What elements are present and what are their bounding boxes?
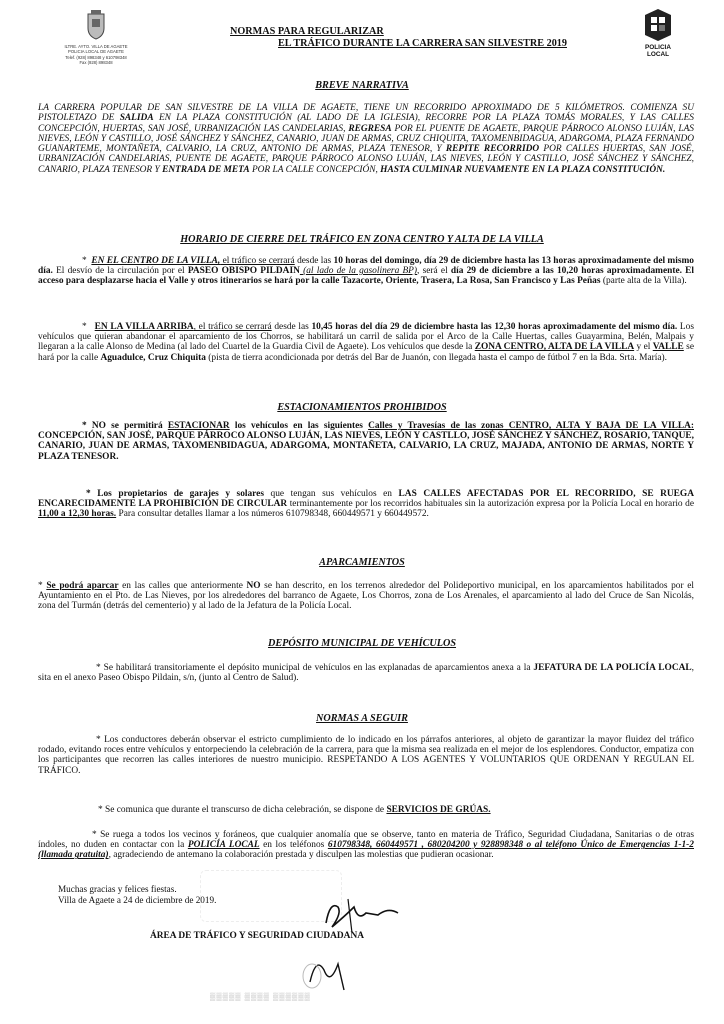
coat-of-arms-icon bbox=[85, 10, 107, 40]
municipality-header bbox=[48, 10, 144, 66]
org-line: Fax (928) 898348 bbox=[79, 60, 113, 66]
estacionamientos-heading: ESTACIONAMIENTOS PROHIBIDOS bbox=[277, 402, 447, 413]
title-line-1: NORMAS PARA REGULARIZAR bbox=[230, 26, 384, 37]
breve-paragraph: LA CARRERA POPULAR DE SAN SILVESTRE DE LA VILLA DE AGAETE, TIENE UN RECORRIDO APROXIMADO DE 5 KILÓMETROS. COMIENZA SU PISTOLETAZO DE SALIDA EN LA PLAZA CONSTITUCIÓN (AL LADO DE LA IGLESIA), RECORRE POR LA PLAZA TOMÁS MORALES, Y LAS CALLES CONCEPCIÓN, HUERTAS, SAN JOSÉ, URBANIZACIÓN LAS CANDELARIAS, REGRESA POR EL PUENTE DE AGAETE, PARQUE PÁRROCO ALONSO LUJÁN, LAS NIEVES, LEÓN Y CASTILLO, JOSÉ SÁNCHEZ Y SÁNCHEZ, CANARIO, JUAN DE ARMAS, CRUZ CHIQUITA, TAXOMENBIDAGUA, ADARGOMA, PLAZA FERNANDO GUANARTEME, MONTAÑETA, CALVARIO, LA CRUZ, ANTONIO DE ARMAS, PLAZA TENESOR, Y REPITE RECORRIDO POR CALLES HUERTAS, SAN JOSÉ, URBANIZACIÓN CANDELARIAS, PUENTE DE AGAETE, PARQUE PÁRROCO ALONSO LUJÁN, LAS NIEVES, LEÓN Y CASTILLO, JOSÉ SÁNCHEZ Y SÁNCHEZ, CANARIO, PLAZA TENESOR Y ENTRADA DE META POR LA CALLE CONCEPCIÓN, HASTA CULMINAR NUEVAMENTE EN LA PLAZA CONSTITUCIÓN. bbox=[38, 103, 694, 175]
closing-date: Villa de Agaete a 24 de diciembre de 2019. bbox=[58, 895, 217, 905]
deposito-heading: DEPÓSITO MUNICIPAL DE VEHÍCULOS bbox=[267, 638, 457, 649]
horario-heading: HORARIO DE CIERRE DEL TRÁFICO EN ZONA CENTRO Y ALTA DE LA VILLA bbox=[180, 234, 544, 245]
document-title bbox=[230, 26, 610, 50]
faded-footer-stamp: ▒▒▒▒▒ ▒▒▒▒ ▒▒▒▒▒▒ bbox=[210, 992, 311, 1001]
area-signature-title: ÁREA DE TRÁFICO Y SEGURIDAD CIUDADANA bbox=[150, 931, 364, 941]
aparcamientos-heading: APARCAMIENTOS bbox=[319, 557, 405, 568]
estacionamientos-paragraph: * NO se permitirá ESTACIONAR los vehículos en las siguientes Calles y Travesías de las zonas CENTRO, ALTA Y BAJA DE LA VILLA: CONCEPCIÓN, SAN JOSÉ, PARQUE PÁRROCO ALONSO LUJÁN, LAS NIEVES, LEÓN Y CASTLLO, JOSÉ SÁNCHEZ Y SÁNCHEZ, ROSARIO, TANQUE, CANARIO, JUAN DE ARMAS, TAXOMENBIDAGUA, ADARGOMA, MONTAÑETA, CALVARIO, LA CRUZ, MAJADA, ANTONIO DE ARMAS, NORTE Y PLAZA TENESOR. bbox=[38, 421, 694, 462]
police-logo bbox=[630, 8, 686, 58]
propietarios-paragraph: * Los propietarios de garajes y solares que tengan sus vehículos en LAS CALLES AFECTADAS POR EL RECORRIDO, SE RUEGA ENCARECIDAMENTE LA PROHIBICIÓN DE CIRCULAR terminantemente por los recorridos habituales sin la autorización expresa por la Policía Local en horario de 11,00 a 12,30 horas. Para consultar detalles llamar a los números 610798348, 660449571 y 660449572. bbox=[38, 489, 694, 520]
org-line: ILTRE. AYTO. VILLA DE AGAETE bbox=[64, 43, 128, 49]
org-line: POLICIA LOCAL DE AGAETE bbox=[68, 49, 124, 55]
horario-centro-paragraph: * EN EL CENTRO DE LA VILLA, el tráfico se cerrará desde las 10 horas del domingo, día 29 de diciembre hasta las 13 horas aproximadamente del mismo día. El desvío de la circulación por el PASEO OBISPO PILDAIN (al lado de la gasolinera BP), será el día 29 de diciembre a las 10,20 horas aproximadamente. El acceso para desplazarse hacia el Valle y otros itinerarios se hará por la calle Tazacorte, Oriente, Trasera, La Rosa, San Francisco y Las Peñas (parte alta de la Villa). bbox=[38, 256, 695, 287]
deposito-paragraph: * Se habilitará transitoriamente el depósito municipal de vehículos en las explanadas de aparcamientos anexa a la JEFATURA DE LA POLICÍA LOCAL, sita en el anexo Paseo Obispo Pildain, s/n, (junto al Centro de Salud). bbox=[38, 663, 694, 684]
closing-block bbox=[58, 884, 216, 906]
breve-heading: BREVE NARRATIVA bbox=[315, 80, 409, 91]
aparcamientos-paragraph: * Se podrá aparcar en las calles que anteriormente NO se han descrito, en los terrenos alrededor del Polideportivo municipal, en los aparcamientos habilitados por el Ayuntamiento en el Pto. de Las Nieves, por los alrededores del barranco de Agaete, Los Chorros, zona de Los Arenales, el aparcamiento al lado del Cruce de San Nicolás, zona del Turmán (detrás del cementerio) y al lado de la Jefatura de la Policía Local. bbox=[38, 581, 694, 612]
horario-arriba-paragraph: * EN LA VILLA ARRIBA, el tráfico se cerrará desde las 10,45 horas del día 29 de diciembre hasta las 12,30 horas aproximadamente del mismo día. Los vehículos que quieran abandonar el aparcamiento de los Chorros, se habilitará un carril de salida por el Arco de la Calle Huertas, calles Guayarmina, Belén, Malpais y llegaran a la calle Alonso de Medina (al lado del Cuartel de la Guardia Civil de Agaete). Los vehículos que desde la ZONA CENTRO, ALTA DE LA VILLA y el VALLE se hará por la calle Aguadulce, Cruz Chiquita (pista de tierra acondicionada por detrás del Bar de Juanón, con llegada hasta el campo de fútbol 7 en la Bda. Srta. María). bbox=[38, 322, 694, 363]
second-signature-mark bbox=[300, 952, 370, 992]
police-badge-icon bbox=[643, 8, 673, 42]
normas-heading: NORMAS A SEGUIR bbox=[316, 713, 408, 724]
org-line: Telef. (928) 898348 y 610798348 bbox=[65, 54, 127, 60]
normas-paragraph-3: * Se ruega a todos los vecinos y foráneos, que cualquier anomalía que se observe, tanto en materia de Tráfico, Seguridad Ciudadana, Sanitarias o de otras índoles, no duden en contactar con la POLICÍA LOCAL en los teléfonos 610798348, 660449571 , 680204200 y 928898348 o al teléfono Único de Emergencias 1-1-2 (llamada gratuita), agradeciendo de antemano la colaboración prestada y disculpen las molestias que pudieran ocasionar. bbox=[38, 830, 694, 861]
police-label: POLICIA bbox=[645, 44, 671, 51]
title-line-2: EL TRÁFICO DURANTE LA CARRERA SAN SILVESTRE 2019 bbox=[278, 38, 567, 49]
police-label: LOCAL bbox=[646, 51, 669, 58]
normas-paragraph-2: * Se comunica que durante el transcurso de dicha celebración, se dispone de SERVICIOS DE GRÚAS. bbox=[98, 805, 491, 815]
closing-thanks: Muchas gracias y felices fiestas. bbox=[58, 884, 177, 894]
normas-paragraph-1: * Los conductores deberán observar el estricto cumplimiento de lo indicado en los párrafos anteriores, al objeto de garantizar la mayor fluidez del tráfico rodado, evitando roces entre vehículos y entorpeciendo la celebración de la carrera, para que la misma sea realizada en el mejor de los esplendores. Conductor, empatiza con los participantes que recorren las calles interiores de nuestro municipio. RESPETANDO A LOS AGENTES Y VOLUNTARIOS QUE ORDENAN Y REGULAN EL TRÁFICO. bbox=[38, 735, 694, 776]
